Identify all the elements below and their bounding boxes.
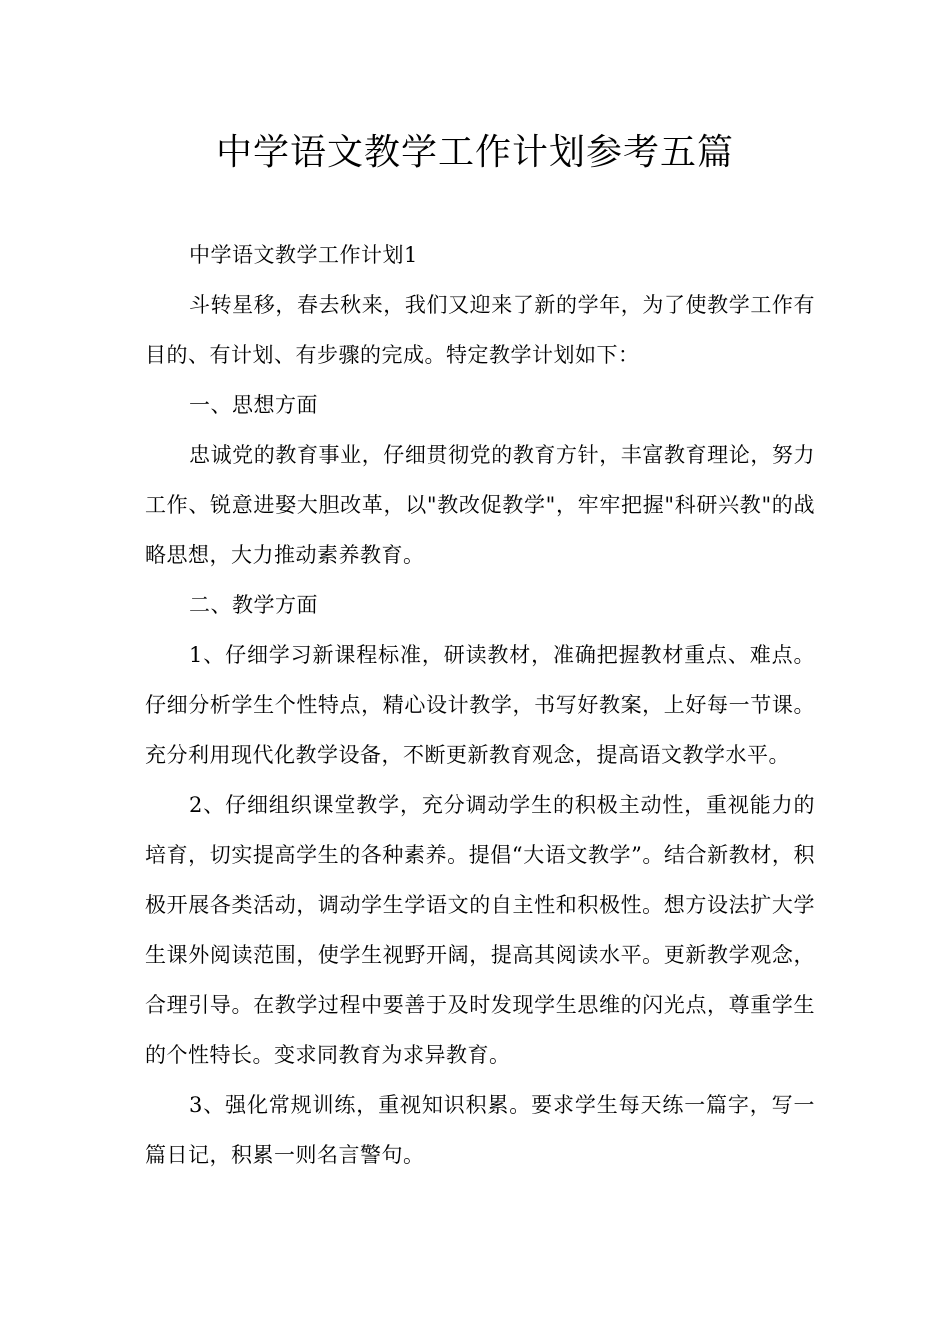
section-heading-thought: 一、思想方面 xyxy=(189,393,318,417)
teaching-item-2: 2、仔细组织课堂教学，充分调动学生的积极主动性，重视能力的培育，切实提高学生的各种素养。提倡“大语文教学”。结合新教材，积极开展各类活动，调动学生学语文的自主性和积极性。想方设法扩大学生课外阅读范围，使学生视野开阔，提高其阅读水平。更新教学观念，合理引导。在教学过程中要善于及时发现学生思维的闪光点，尊重学生的个性特长。变求同教育为求异教育。 xyxy=(145,793,815,1067)
section-heading-teaching: 二、教学方面 xyxy=(189,593,318,617)
document-title: 中学语文教学工作计划参考五篇 xyxy=(215,132,734,173)
thought-paragraph: 忠诚党的教育事业，仔细贯彻党的教育方针，丰富教育理论，努力工作、锐意进娶大胆改革，以"教改促教学"，牢牢把握"科研兴教"的战略思想，大力推动素养教育。 xyxy=(145,443,815,567)
teaching-item-1: 1、仔细学习新课程标准，研读教材，准确把握教材重点、难点。仔细分析学生个性特点，精心设计教学，书写好教案，上好每一节课。充分利用现代化教学设备，不断更新教育观念，提高语文教学水平。 xyxy=(145,643,815,767)
plan-heading: 中学语文教学工作计划1 xyxy=(189,243,418,267)
document-body xyxy=(145,230,815,1180)
teaching-item-3: 3、强化常规训练，重视知识积累。要求学生每天练一篇字，写一篇日记，积累一则名言警句。 xyxy=(145,1093,815,1167)
intro-paragraph: 斗转星移，春去秋来，我们又迎来了新的学年，为了使教学工作有目的、有计划、有步骤的完成。特定教学计划如下： xyxy=(145,293,815,367)
